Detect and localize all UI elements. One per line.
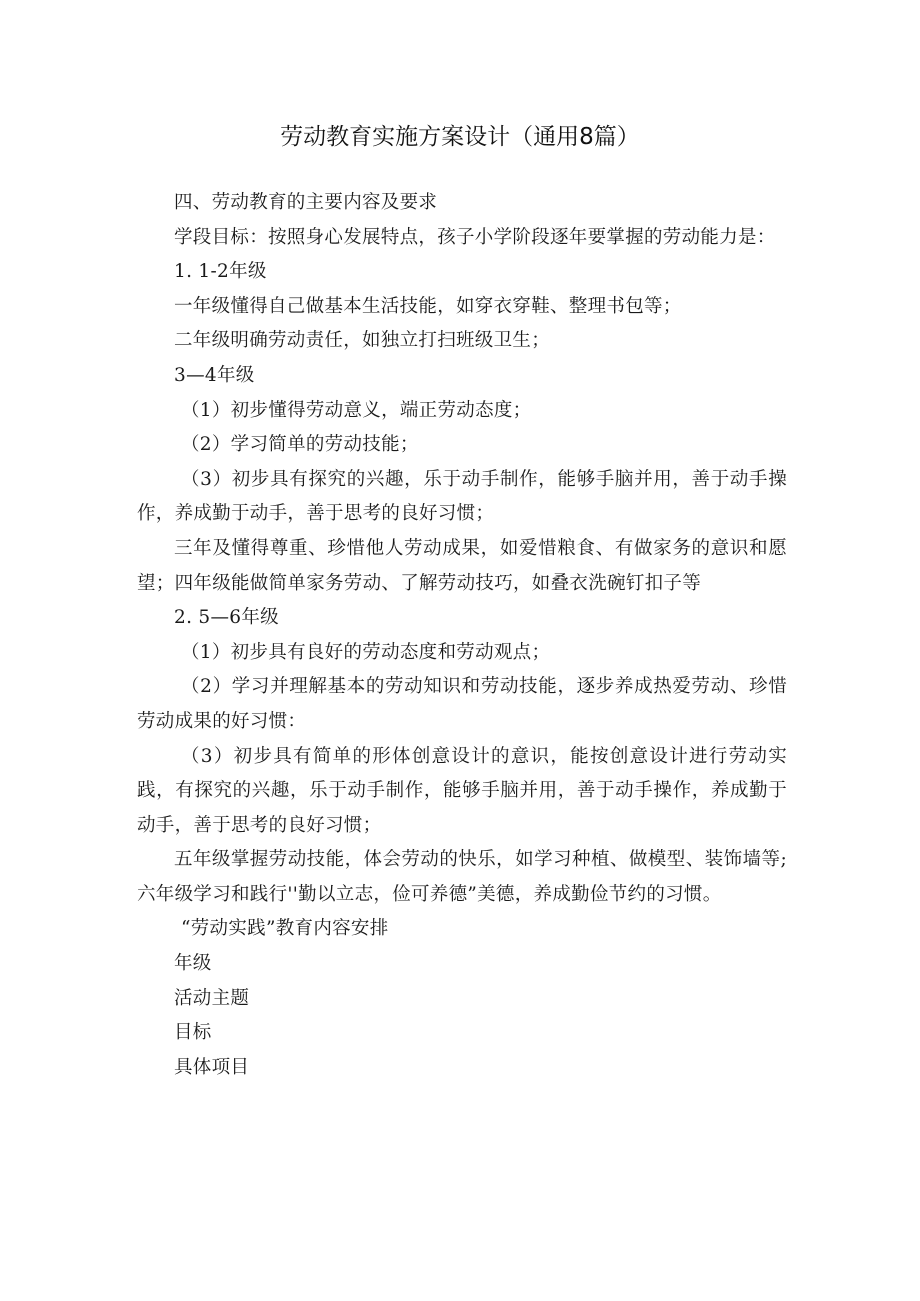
grade-heading: 3—4年级 xyxy=(174,364,255,386)
list-item: （3）初步具有简单的形体创意设计的意识，能按创意设计进行劳动实践，有探究的兴趣，乐于动手制作，能够手脑并用，善于动手操作，养成勤于动手，善于思考的良好习惯； xyxy=(137,745,787,836)
list-item: （1）初步具有良好的劳动态度和劳动观点； xyxy=(181,641,551,663)
document-body xyxy=(137,186,787,1085)
list-item: （2）学习简单的劳动技能； xyxy=(181,434,419,456)
table-label: 目标 xyxy=(174,1022,212,1044)
grade-heading: 2. 5—6年级 xyxy=(174,607,279,629)
paragraph: 五年级掌握劳动技能，体会劳动的快乐，如学习种植、做模型、装饰墙等;六年级学习和践行''勤以立志，俭可养德”美德，养成勤俭节约的习惯。 xyxy=(137,849,787,905)
paragraph: 学段目标：按照身心发展特点，孩子小学阶段逐年要掌握的劳动能力是： xyxy=(174,226,776,248)
list-item: （1）初步懂得劳动意义，端正劳动态度； xyxy=(181,399,532,421)
paragraph: 一年级懂得自己做基本生活技能，如穿衣穿鞋、整理书包等； xyxy=(174,295,682,317)
paragraph: 三年及懂得尊重、珍惜他人劳动成果，如爱惜粮食、有做家务的意识和愿望；四年级能做简单家务劳动、了解劳动技巧，如叠衣洗碗钉扣子等 xyxy=(137,537,787,594)
table-label: 具体项目 xyxy=(174,1056,250,1078)
paragraph: 二年级明确劳动责任，如独立打扫班级卫生； xyxy=(174,330,551,352)
list-item: （3）初步具有探究的兴趣，乐于动手制作，能够手脑并用，善于动手操作，养成勤于动手，善于思考的良好习惯； xyxy=(137,468,787,525)
section-heading: 四、劳动教育的主要内容及要求 xyxy=(174,192,438,213)
section-heading: “劳动实践”教育内容安排 xyxy=(181,918,389,940)
list-item: （2）学习并理解基本的劳动知识和劳动技能，逐步养成热爱劳动、珍惜劳动成果的好习惯： xyxy=(137,676,787,732)
document-title: 劳动教育实施方案设计（通用8篇） xyxy=(280,124,640,150)
table-label: 年级 xyxy=(174,953,212,975)
table-label: 活动主题 xyxy=(174,987,250,1009)
grade-heading: 1. 1-2年级 xyxy=(174,261,267,283)
